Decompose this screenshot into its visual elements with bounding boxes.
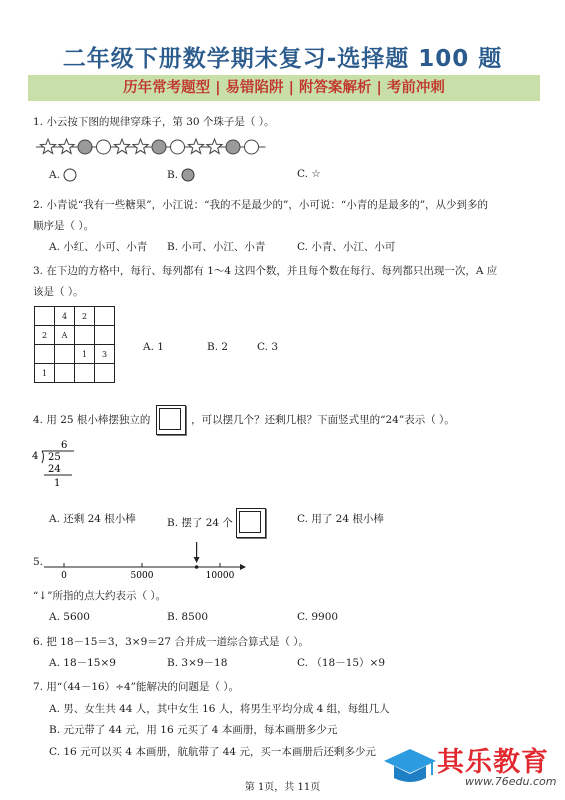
q7-option-a[interactable]: A. 男、女生共 44 人，其中女生 16 人，将男生平均分成 4 组，每组几人 xyxy=(49,703,390,715)
hollow-circle-bead xyxy=(97,140,111,154)
q4-option-a[interactable]: A. 还剩 24 根小棒 xyxy=(49,513,136,525)
q1-bead-string xyxy=(36,136,276,158)
q2-option-b[interactable]: B. 小可、小江、小青 xyxy=(167,241,266,253)
q3-stem-line2: 该是（ ）。 xyxy=(33,286,84,298)
q5-stem: “↓”所指的点大约表示（ ）。 xyxy=(33,590,167,602)
q5-number-line xyxy=(40,540,250,582)
page-number: 第 1页，共 11页 xyxy=(244,782,321,793)
star-bead xyxy=(59,139,74,153)
grid-cell: 1 xyxy=(75,345,95,364)
q3-option-c[interactable]: C. 3 xyxy=(257,341,279,353)
q6-option-b[interactable]: B. 3×9－18 xyxy=(167,657,228,669)
q4-option-b[interactable]: B. 摆了 24 个 xyxy=(167,508,266,538)
grid-cell: 3 xyxy=(95,345,115,364)
star-bead xyxy=(133,139,148,153)
q1-option-a[interactable]: A. xyxy=(49,168,77,182)
q3-stem-line1: 3. 在下边的方格中，每行、每列都有 1～4 这四个数，并且每个数在每行、每列都只出现一次，A 应 xyxy=(33,265,498,277)
watermark-brand: 其乐教育 xyxy=(437,747,549,778)
q3-number-grid xyxy=(34,306,115,383)
q4-option-c[interactable]: C. 用了 24 根小棒 xyxy=(297,513,384,525)
square-icon xyxy=(236,508,266,538)
q2-option-a[interactable]: A. 小红、小可、小青 xyxy=(49,241,148,253)
number-line-tick-label: 10000 xyxy=(205,571,235,581)
hollow-circle-bead xyxy=(245,140,259,154)
q1-option-c[interactable]: C. ☆ xyxy=(297,168,321,180)
number-line-arrowhead xyxy=(240,564,246,570)
q7-option-b[interactable]: B. 元元带了 44 元，用 16 元买了 4 本画册，每本画册多少元 xyxy=(49,724,338,736)
q2-stem-line2: 顺序是（ ）。 xyxy=(33,220,95,232)
number-line-tick-label: 0 xyxy=(61,571,67,581)
circle-icon xyxy=(63,168,77,182)
subtitle-banner: 历年常考题型 | 易错陷阱 | 附答案解析 | 考前冲刺 xyxy=(28,75,540,101)
filled-circle-bead xyxy=(226,140,240,154)
grid-cell xyxy=(55,345,75,364)
q1-option-b[interactable]: B. xyxy=(167,168,195,182)
star-bead xyxy=(188,139,203,153)
filled-circle-bead xyxy=(78,140,92,154)
filled-circle-icon xyxy=(181,168,195,182)
grid-cell xyxy=(75,364,95,383)
q5-option-b[interactable]: B. 8500 xyxy=(167,611,209,623)
division-dividend: 25 xyxy=(48,452,61,463)
q6-stem: 6. 把 18－15＝3，3×9＝27 合并成一道综合算式是（ ）。 xyxy=(33,636,310,648)
q3-option-b[interactable]: B. 2 xyxy=(207,341,229,353)
q7-stem: 7. 用“（44－16）÷4”能解决的问题是（ ）。 xyxy=(33,681,240,693)
grid-cell xyxy=(55,364,75,383)
grid-cell: 4 xyxy=(55,307,75,326)
star-bead xyxy=(114,139,129,153)
grid-cell: 2 xyxy=(75,307,95,326)
q2-option-c[interactable]: C. 小青、小江、小可 xyxy=(297,241,396,253)
page-title: 二年级下册数学期末复习-选择题 100 题 xyxy=(62,46,503,72)
division-product: 24 xyxy=(48,464,61,475)
q7-option-c[interactable]: C. 16 元可以买 4 本画册，航航带了 44 元，买一本画册后还剩多少元 xyxy=(49,746,376,758)
division-divisor: 4 xyxy=(32,451,39,462)
q6-option-c[interactable]: C. （18－15）×9 xyxy=(297,657,386,669)
q2-stem-line1: 2. 小青说“我有一些糖果”，小江说：“我的不是最少的”，小可说：“小青的是最多的”，从少到多的 xyxy=(33,199,489,211)
grid-cell xyxy=(95,307,115,326)
q3-option-a[interactable]: A. 1 xyxy=(143,341,164,353)
q4-stem: 4. 用 25 根小棒摆独立的 ，可以摆几个？还剩几根？下面竖式里的“24”表示（ ）。 xyxy=(33,405,455,435)
watermark-url: www.76edu.com xyxy=(465,775,557,788)
grid-cell xyxy=(95,326,115,345)
number-line-tick-label: 5000 xyxy=(130,571,154,581)
grid-cell: 1 xyxy=(35,364,55,383)
hollow-circle-bead xyxy=(171,140,185,154)
q5-option-c[interactable]: C. 9900 xyxy=(297,611,339,623)
q5-option-a[interactable]: A. 5600 xyxy=(49,611,90,623)
q4-long-division xyxy=(30,438,80,490)
q5-number: 5. xyxy=(33,556,44,568)
grid-cell xyxy=(35,307,55,326)
division-quotient: 6 xyxy=(61,440,68,451)
division-remainder: 1 xyxy=(54,478,61,489)
star-bead xyxy=(207,139,222,153)
square-icon xyxy=(156,405,186,435)
grid-cell: 2 xyxy=(35,326,55,345)
grid-cell: A xyxy=(55,326,75,345)
grid-cell xyxy=(35,345,55,364)
grid-cell xyxy=(75,326,95,345)
q6-option-a[interactable]: A. 18－15×9 xyxy=(49,657,116,669)
filled-circle-bead xyxy=(152,140,166,154)
star-bead xyxy=(40,139,55,153)
q1-stem: 1. 小云按下图的规律穿珠子，第 30 个珠子是（ ）。 xyxy=(33,116,275,128)
number-line-point xyxy=(195,565,199,569)
grid-cell xyxy=(95,364,115,383)
down-arrow-icon xyxy=(194,557,200,563)
